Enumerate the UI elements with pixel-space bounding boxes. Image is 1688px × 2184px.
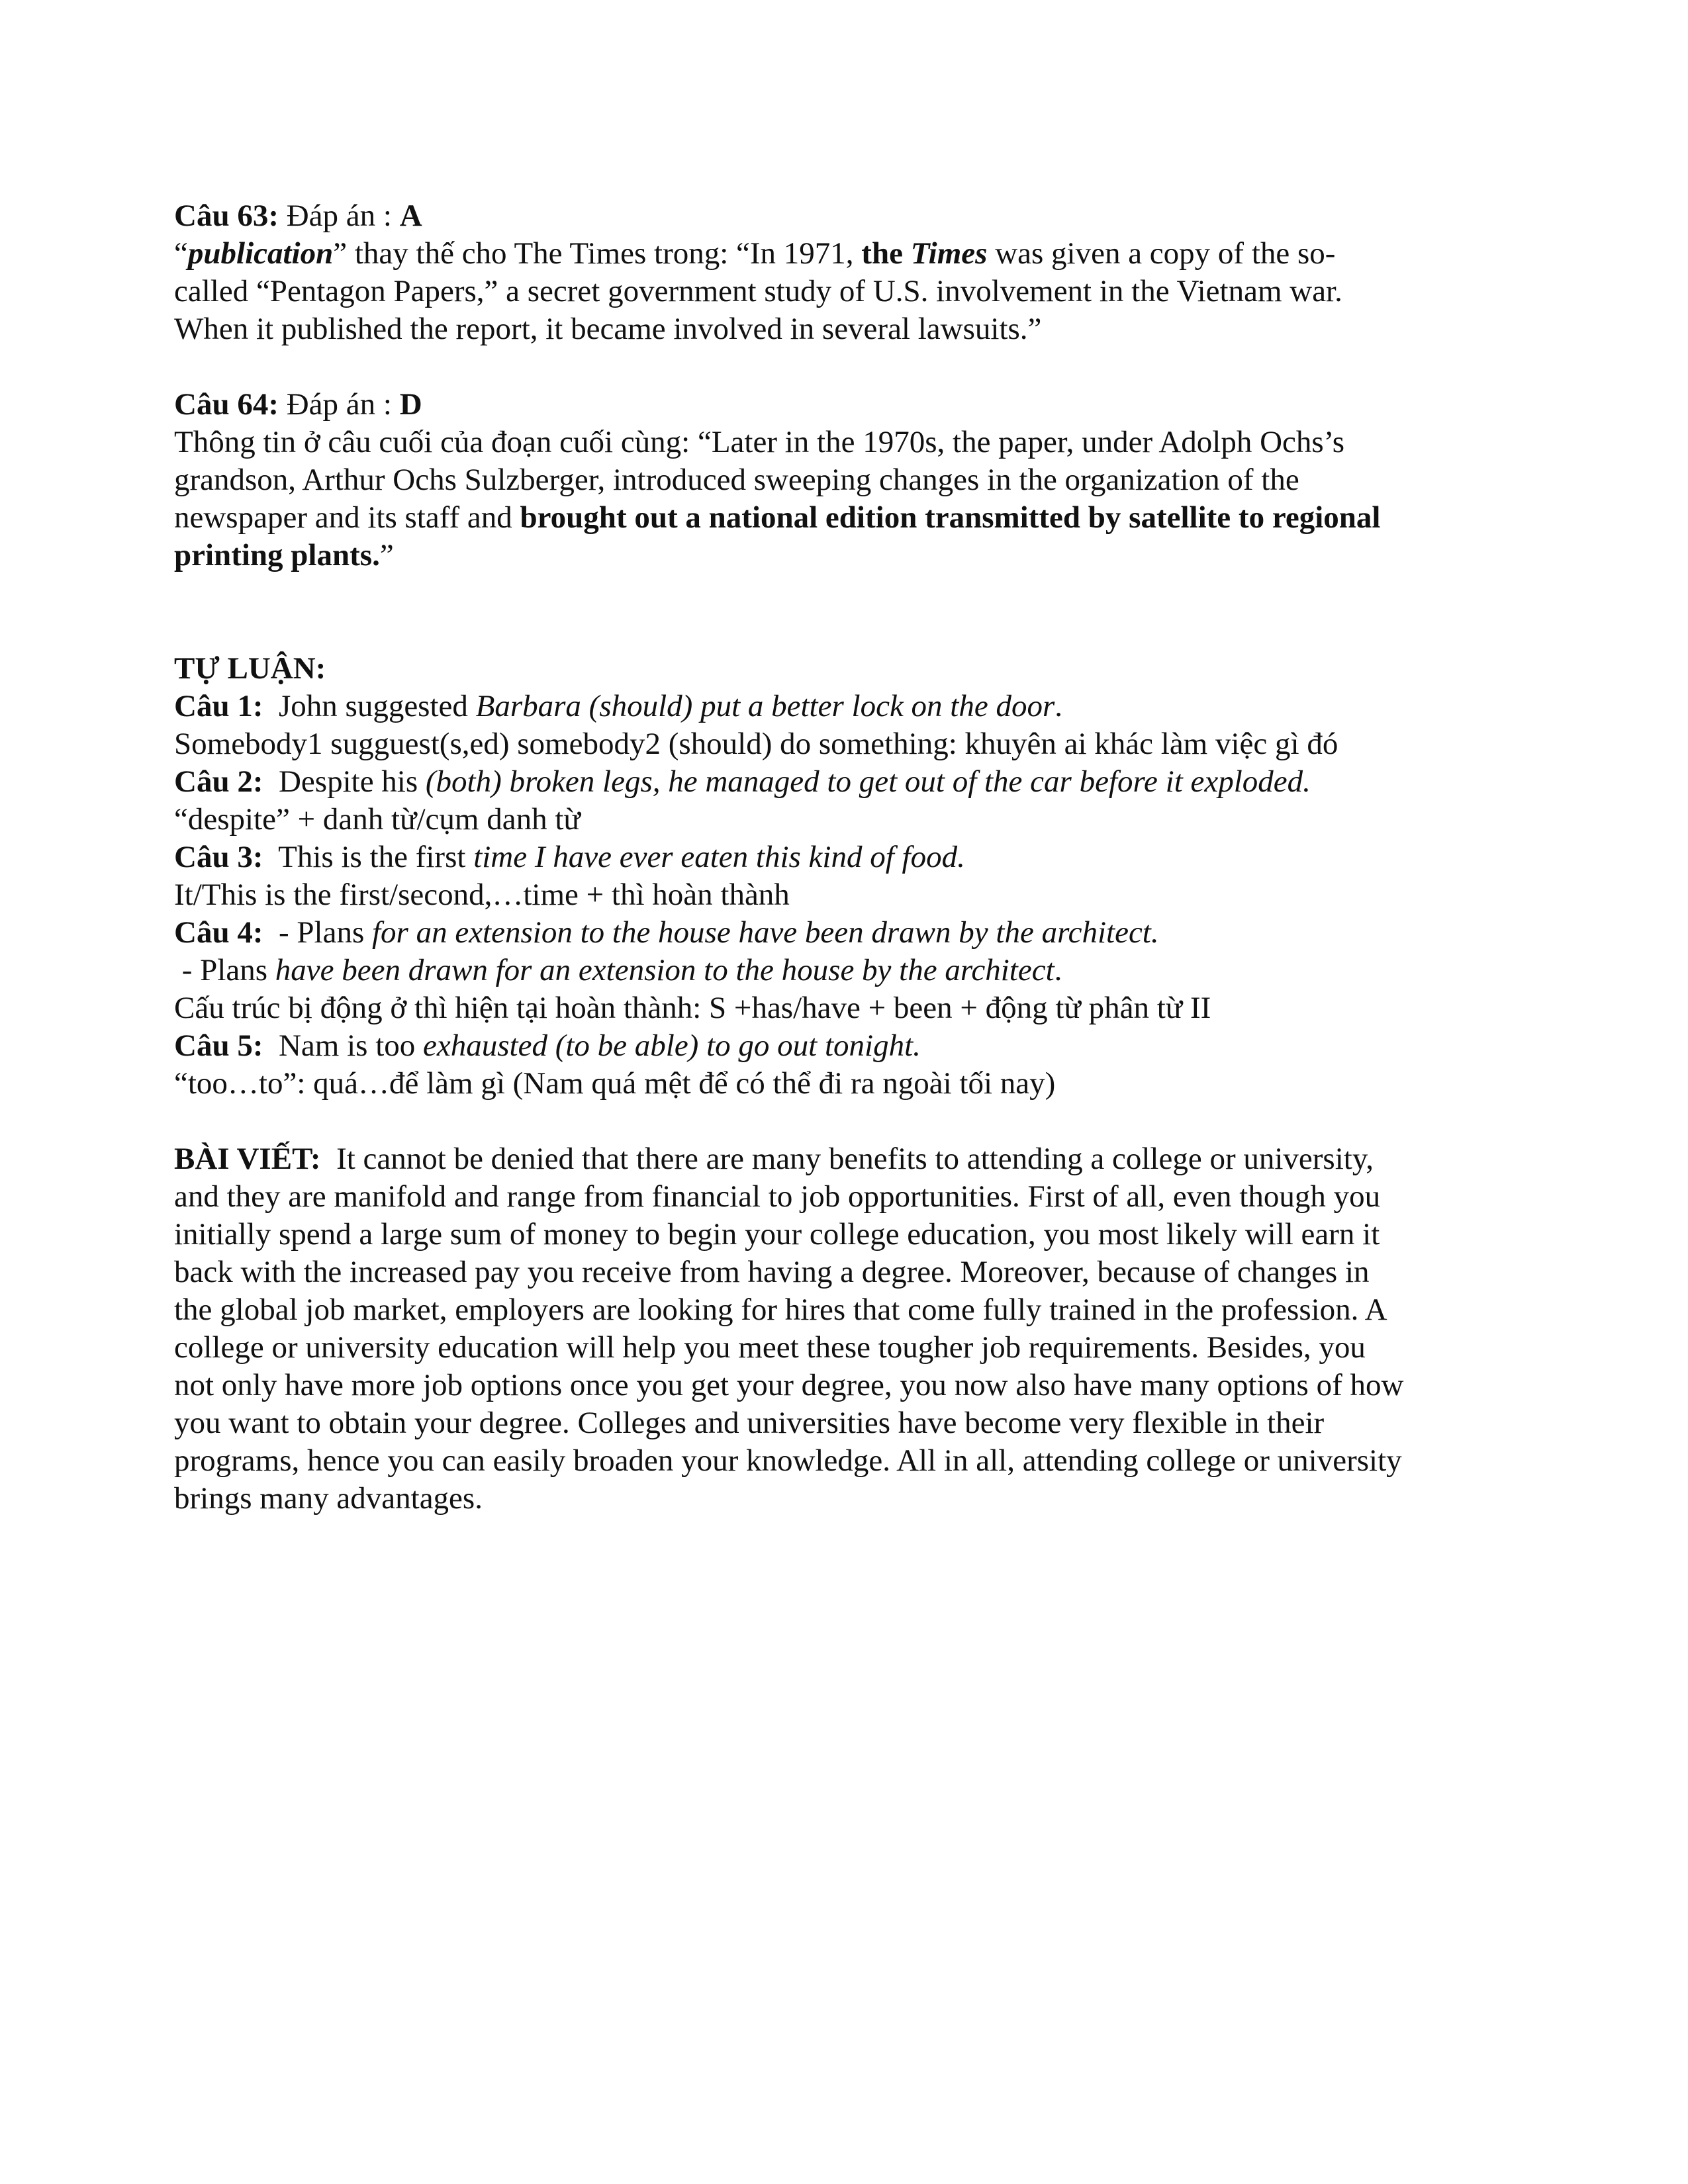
tu-luan-heading: [174, 650, 1511, 688]
q64-line-2: grandson, Arthur Ochs Sulzberger, introduced sweeping changes in the organization of the: [174, 463, 1299, 497]
q64-line-3: [174, 499, 1511, 537]
bai-viet-line-1: and they are manifold and range from financial to job opportunities. First of all, even though you: [174, 1179, 1381, 1214]
tl-c2: [174, 763, 1511, 801]
tl-c3: [174, 839, 1511, 876]
tl-c3-plain: This is the first: [278, 840, 466, 874]
tl-c5-note: “too…to”: quá…để làm gì (Nam quá mệt để có thể đi ra ngoài tối nay): [174, 1066, 1056, 1101]
bai-viet-line-0: [174, 1140, 1511, 1178]
q64-answer: D: [399, 387, 422, 422]
tl-c2-label: Câu 2:: [174, 764, 263, 799]
q63-label: Câu 63:: [174, 199, 279, 233]
q64-heading: [174, 386, 1511, 424]
q63-answer: A: [399, 199, 422, 233]
q64-line-4-tail: ”: [379, 538, 394, 572]
q63-answer-prefix: Đáp án :: [286, 199, 392, 233]
tl-c1-note: Somebody1 sugguest(s,ed) somebody2 (should) do something: khuyên ai khác làm việc gì đó: [174, 727, 1338, 761]
q63-line-1-mid: ” thay thế cho The Times trong: “In 1971,: [333, 236, 854, 271]
document-page: [174, 197, 1511, 1518]
q64-line-4-bold: printing plants.: [174, 538, 380, 572]
bai-viet-line-2: initially spend a large sum of money to begin your college education, you most likely will earn it: [174, 1217, 1380, 1251]
q64-answer-prefix: Đáp án :: [286, 387, 392, 422]
q64-line-3-bold: brought out a national edition transmitted by satellite to regional: [520, 500, 1381, 535]
tl-c4-note: Cấu trúc bị động ở thì hiện tại hoàn thành: S +has/have + been + động từ phân từ II: [174, 991, 1211, 1025]
tl-c5-plain: Nam is too: [278, 1028, 416, 1063]
tl-c1-end: .: [1055, 689, 1063, 723]
tl-c1: [174, 688, 1511, 725]
tl-c5: [174, 1027, 1511, 1065]
bai-viet-line-4: the global job market, employers are looking for hires that come fully trained in the profession. A: [174, 1293, 1387, 1327]
q64-line-1: Thông tin ở câu cuối của đoạn cuối cùng: “Later in the 1970s, the paper, under Adolph Ochs’s: [174, 425, 1345, 459]
tl-c4-plain-1: - Plans: [278, 915, 365, 950]
keyword-publication: publication: [187, 236, 334, 271]
tl-c5-label: Câu 5:: [174, 1028, 263, 1063]
q63-line-3: When it published the report, it became involved in several lawsuits.”: [174, 312, 1042, 346]
tl-c1-label: Câu 1:: [174, 689, 263, 723]
tl-c1-italic: Barbara (should) put a better lock on the door: [475, 689, 1055, 723]
bai-viet-text-0: It cannot be denied that there are many benefits to attending a college or university,: [336, 1142, 1374, 1176]
tl-c4-alt: [174, 952, 1511, 989]
open-quote: “: [174, 236, 188, 271]
bai-viet-line-9: brings many advantages.: [174, 1481, 483, 1516]
tl-c4-italic-2: have been drawn for an extension to the house by the architect: [275, 953, 1055, 987]
bai-viet-line-3: back with the increased pay you receive from having a degree. Moreover, because of changes in: [174, 1255, 1370, 1289]
q64-line-3-plain: newspaper and its staff and: [174, 500, 512, 535]
q63-times: Times: [910, 236, 988, 271]
q64-label: Câu 64:: [174, 387, 279, 422]
tl-c2-plain: Despite his: [278, 764, 418, 799]
bai-viet-line-5: college or university education will help you meet these tougher job requirements. Besides, you: [174, 1330, 1366, 1365]
bai-viet-label: BÀI VIẾT:: [174, 1142, 321, 1176]
q63-heading: [174, 197, 1511, 235]
q63-line-1-tail: was given a copy of the so-: [995, 236, 1336, 271]
bai-viet-line-6: not only have more job options once you get your degree, you now also have many options of how: [174, 1368, 1404, 1402]
tl-c3-label: Câu 3:: [174, 840, 263, 874]
tl-c4-plain-2: - Plans: [181, 953, 267, 987]
bai-viet-line-8: programs, hence you can easily broaden your knowledge. All in all, attending college or university: [174, 1443, 1402, 1478]
tl-c5-italic: exhausted (to be able) to go out tonight.: [423, 1028, 921, 1063]
q63-line-2: called “Pentagon Papers,” a secret government study of U.S. involvement in the Vietnam war.: [174, 274, 1342, 308]
tl-c1-plain: John suggested: [278, 689, 468, 723]
tl-c4-end-2: .: [1054, 953, 1062, 987]
bai-viet-line-7: you want to obtain your degree. Colleges and universities have become very flexible in their: [174, 1406, 1325, 1440]
tl-c2-italic: (both) broken legs, he managed to get out of the car before it exploded.: [425, 764, 1311, 799]
tl-c3-italic: time I have ever eaten this kind of food.: [473, 840, 965, 874]
tl-c3-note: It/This is the first/second,…time + thì hoàn thành: [174, 878, 790, 912]
q63-line-1: [174, 235, 1511, 273]
tl-c4-label: Câu 4:: [174, 915, 263, 950]
tl-c2-note: “despite” + danh từ/cụm danh từ: [174, 802, 581, 837]
q64-line-4: [174, 537, 1511, 574]
tl-c4: [174, 914, 1511, 952]
tl-c4-italic-1: for an extension to the house have been drawn by the architect.: [371, 915, 1159, 950]
q63-the: the: [861, 236, 903, 271]
tu-luan-title: TỰ LUẬN:: [174, 651, 326, 686]
